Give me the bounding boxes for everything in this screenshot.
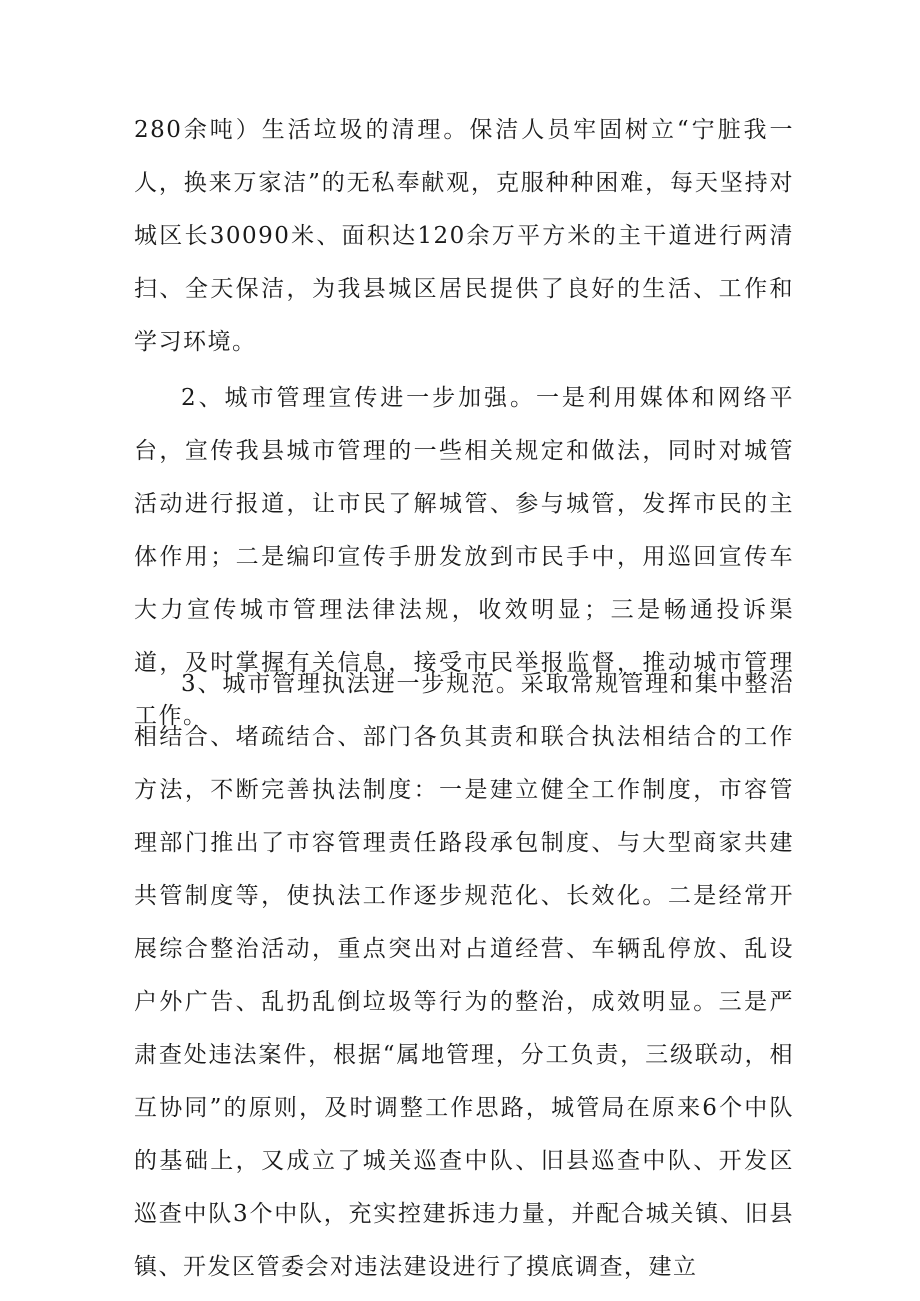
paragraph-publicity: 2、城市管理宣传进一步加强。一是利用媒体和网络平台，宣传我县城市管理的一些相关规定和做法，同时对城管活动进行报道，让市民了解城管、参与城管，发挥市民的主体作用；二是编印宣传手册发放到市民手中，用巡回宣传车大力宣传城市管理法律法规，收效明显；三是畅通投诉渠道，及时掌握有关信息，接受市民举报监督，推动城市管理工作。 — [134, 385, 794, 729]
paragraph-cleaning: 280余吨）生活垃圾的清理。保洁人员牢固树立“宁脏我一人，换来万家洁”的无私奉献观，克服种种困难，每天坚持对城区长30090米、面积达120余万平方米的主干道进行两清扫、全天保洁，为我县城区居民提供了良好的生活、工作和学习环境。 — [134, 117, 794, 355]
paragraph-enforcement: 3、城市管理执法进一步规范。采取常规管理和集中整治相结合、堵疏结合、部门各负其责和联合执法相结合的工作方法，不断完善执法制度：一是建立健全工作制度，市容管理部门推出了市容管理责任路段承包制度、与大型商家共建共管制度等，使执法工作逐步规范化、长效化。二是经常开展综合整治活动，重点突出对占道经营、车辆乱停放、乱设户外广告、乱扔乱倒垃圾等行为的整治，成效明显。三是严肃查处违法案件，根据“属地管理，分工负责，三级联动，相互协同”的原则，及时调整工作思路，城管局在原来6个中队的基础上，又成立了城关巡查中队、旧县巡查中队、开发区巡查中队3个中队，充实控建拆违力量，并配合城关镇、旧县镇、开发区管委会对违法建设进行了摸底调查，建立 — [134, 671, 794, 1280]
